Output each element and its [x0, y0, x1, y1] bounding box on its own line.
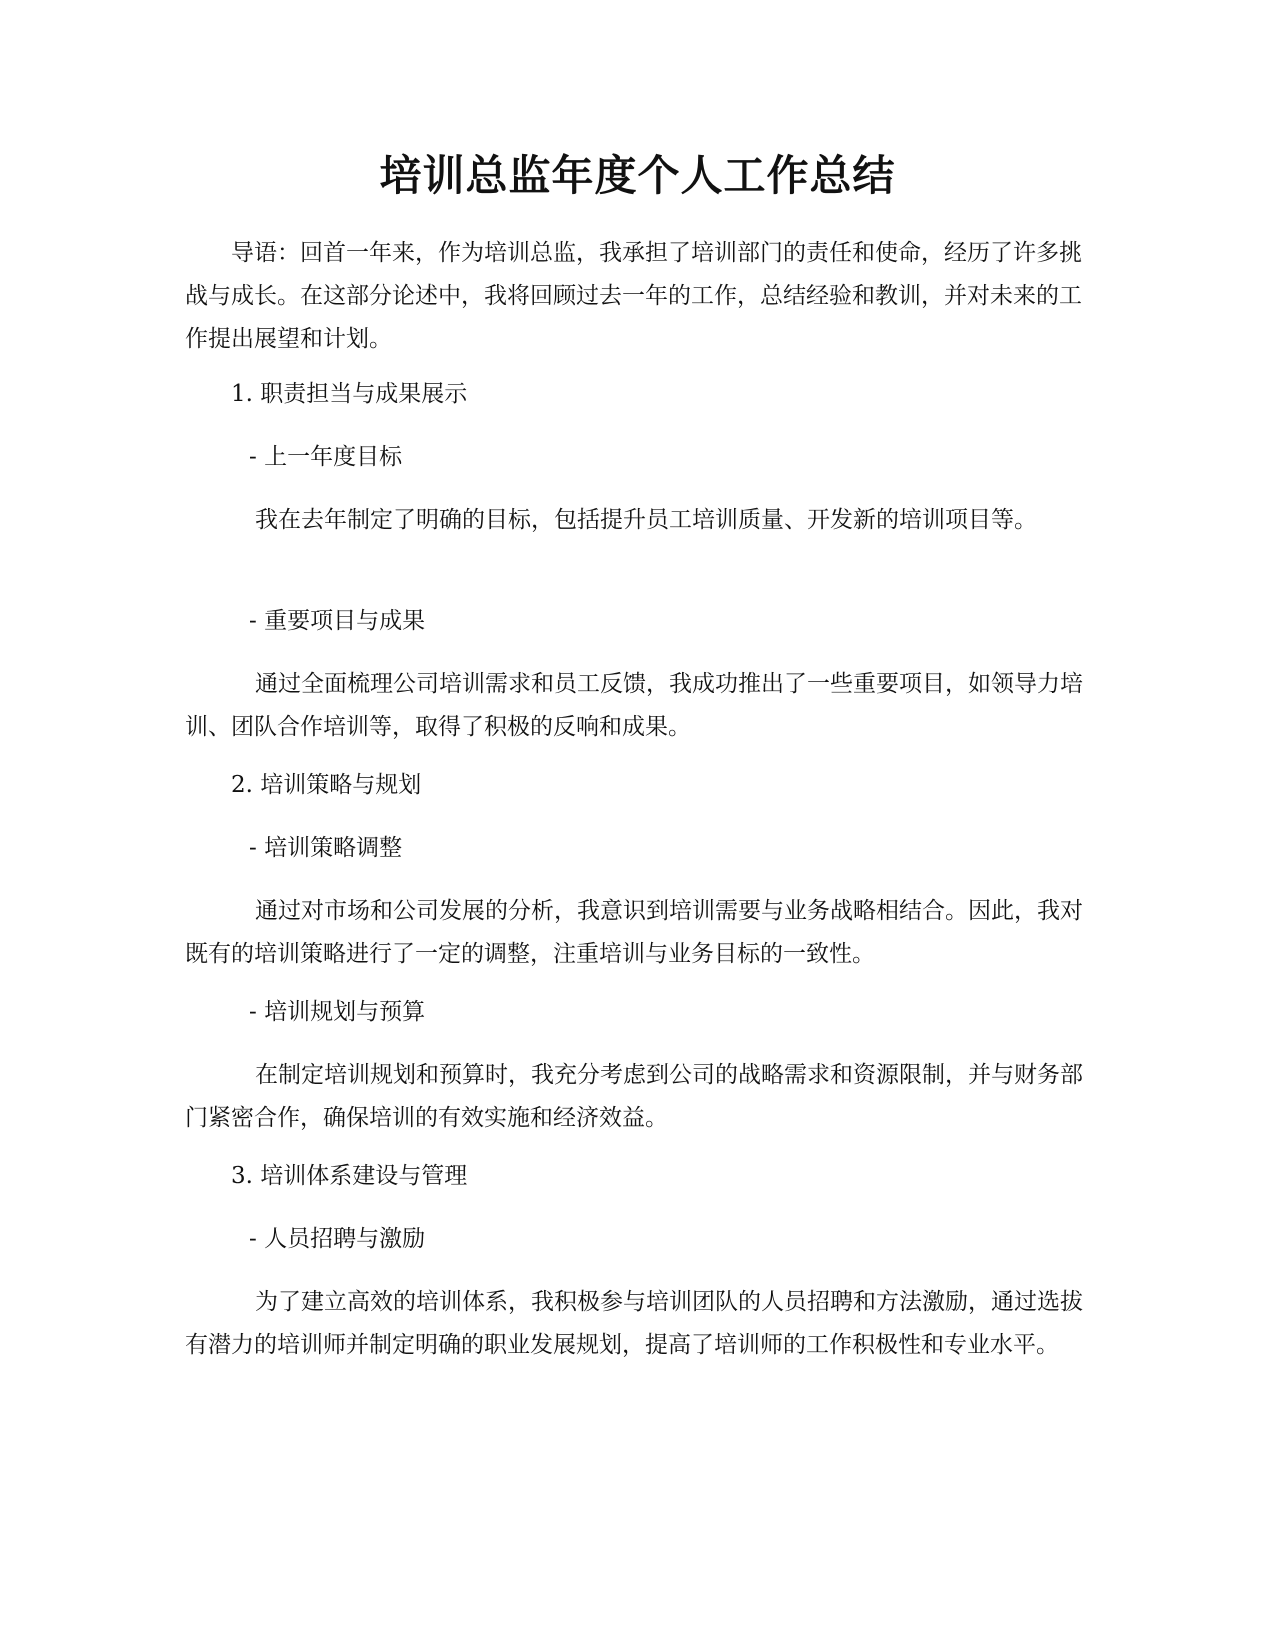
- section-2-heading: 2. 培训策略与规划: [231, 772, 422, 798]
- section-2-2-text: 在制定培训规划和预算时，我充分考虑到公司的战略需求和资源限制，并与财务部门紧密合作，确保培训的有效实施和经济效益。: [185, 1062, 1083, 1131]
- section-2-1-heading: - 培训策略调整: [249, 835, 403, 861]
- section-2-2-heading: - 培训规划与预算: [249, 999, 426, 1025]
- document-title: 培训总监年度个人工作总结: [379, 151, 896, 200]
- section-3-1-text: 为了建立高效的培训体系，我积极参与培训团队的人员招聘和方法激励，通过选拔有潜力的培训师并制定明确的职业发展规划，提高了培训师的工作积极性和专业水平。: [185, 1289, 1083, 1358]
- section-3-1-heading: - 人员招聘与激励: [249, 1226, 426, 1252]
- section-1-1-heading: - 上一年度目标: [249, 444, 403, 470]
- section-1-2-text: 通过全面梳理公司培训需求和员工反馈，我成功推出了一些重要项目，如领导力培训、团队合作培训等，取得了积极的反响和成果。: [185, 671, 1083, 740]
- section-3-heading: 3. 培训体系建设与管理: [231, 1163, 468, 1189]
- section-1-2-heading: - 重要项目与成果: [249, 608, 426, 634]
- section-1-1-text: 我在去年制定了明确的目标，包括提升员工培训质量、开发新的培训项目等。: [255, 507, 1037, 533]
- intro-paragraph: 导语：回首一年来，作为培训总监，我承担了培训部门的责任和使命，经历了许多挑战与成长。在这部分论述中，我将回顾过去一年的工作，总结经验和教训，并对未来的工作提出展望和计划。: [185, 240, 1082, 352]
- section-1-heading: 1. 职责担当与成果展示: [231, 381, 468, 407]
- section-2-1-text: 通过对市场和公司发展的分析，我意识到培训需要与业务战略相结合。因此，我对既有的培训策略进行了一定的调整，注重培训与业务目标的一致性。: [185, 898, 1083, 967]
